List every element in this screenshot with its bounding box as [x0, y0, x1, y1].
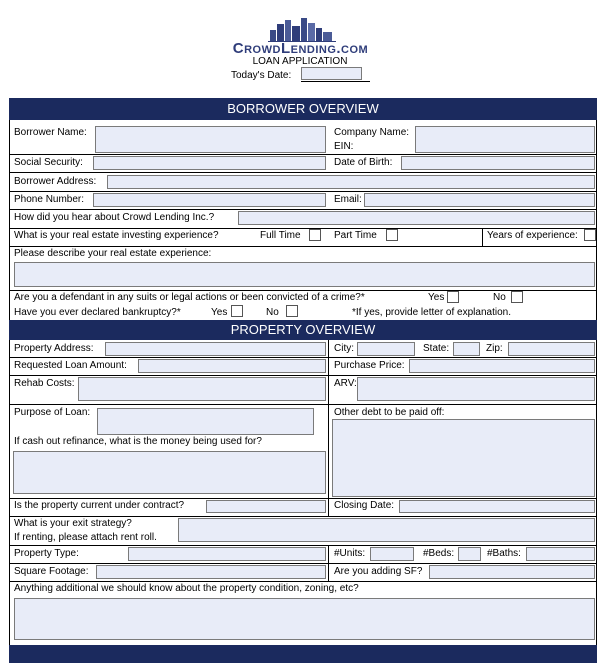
describe-experience-label: Please describe your real estate experience:	[14, 248, 212, 259]
zip-field[interactable]	[508, 342, 595, 356]
property-type-field[interactable]	[128, 547, 326, 561]
arv-label: ARV:	[334, 378, 357, 389]
divider	[9, 498, 597, 499]
closing-date-label: Closing Date:	[334, 500, 395, 511]
divider	[9, 191, 597, 192]
borrower-overview-header: BORROWER OVERVIEW	[9, 98, 597, 120]
under-contract-label: Is the property current under contract?	[14, 500, 185, 511]
defendant-no-checkbox[interactable]	[511, 291, 523, 303]
brand-name: CrowdLending.com	[232, 40, 369, 57]
part-time-label: Part Time	[334, 230, 377, 241]
purchase-price-label: Purchase Price:	[334, 360, 405, 371]
experience-question-label: What is your real estate investing experience?	[14, 230, 219, 241]
property-overview-header: PROPERTY OVERVIEW	[9, 320, 597, 340]
requested-loan-amount-label: Requested Loan Amount:	[14, 360, 127, 371]
purpose-of-loan-label: Purpose of Loan:	[14, 407, 91, 418]
divider	[328, 340, 329, 504]
divider	[9, 172, 597, 173]
beds-label: #Beds:	[423, 548, 455, 559]
hear-about-label: How did you hear about Crowd Lending Inc.?	[14, 212, 215, 223]
divider	[328, 498, 329, 516]
part-time-checkbox[interactable]	[386, 229, 398, 241]
purchase-price-field[interactable]	[409, 359, 595, 373]
city-label: City:	[334, 343, 354, 354]
divider	[9, 246, 597, 247]
divider	[9, 516, 597, 517]
bankruptcy-question-label: Have you ever declared bankruptcy?*	[14, 307, 181, 318]
divider	[9, 375, 597, 376]
divider	[9, 404, 597, 405]
social-security-field[interactable]	[93, 156, 326, 170]
units-field[interactable]	[370, 547, 414, 561]
divider	[9, 154, 597, 155]
under-contract-field[interactable]	[206, 500, 326, 513]
exit-strategy-field[interactable]	[178, 518, 595, 542]
email-label: Email:	[334, 194, 362, 205]
cash-out-question-label: If cash out refinance, what is the money being used for?	[14, 436, 262, 447]
ein-label: EIN:	[334, 141, 354, 152]
divider	[9, 581, 597, 582]
describe-experience-field[interactable]	[14, 262, 595, 287]
company-name-field[interactable]	[415, 126, 595, 153]
city-field[interactable]	[357, 342, 415, 356]
square-footage-field[interactable]	[96, 565, 326, 579]
purpose-of-loan-field[interactable]	[97, 408, 314, 435]
years-experience-field[interactable]	[584, 229, 596, 241]
borrower-address-field[interactable]	[107, 175, 595, 189]
rent-roll-note: If renting, please attach rent roll.	[14, 532, 157, 543]
requested-loan-amount-field[interactable]	[138, 359, 326, 373]
footer-band	[9, 645, 597, 663]
state-label: State:	[423, 343, 450, 354]
property-address-label: Property Address:	[14, 343, 94, 354]
bankruptcy-yes-checkbox[interactable]	[231, 305, 243, 317]
social-security-label: Social Security:	[14, 157, 83, 168]
property-type-label: Property Type:	[14, 548, 79, 559]
cash-out-field[interactable]	[13, 451, 326, 494]
divider	[9, 545, 597, 546]
beds-field[interactable]	[458, 547, 481, 561]
divider	[9, 290, 597, 291]
form-title: LOAN APPLICATION	[252, 56, 348, 67]
other-debt-label: Other debt to be paid off:	[334, 407, 445, 418]
date-underline	[301, 81, 370, 82]
date-of-birth-label: Date of Birth:	[334, 157, 393, 168]
units-label: #Units:	[334, 548, 366, 559]
exit-strategy-label: What is your exit strategy?	[14, 518, 132, 529]
square-footage-label: Square Footage:	[14, 566, 89, 577]
divider	[482, 228, 483, 246]
bankruptcy-no-label: No	[266, 307, 279, 318]
rehab-costs-field[interactable]	[78, 377, 326, 401]
additional-info-label: Anything additional we should know about the property condition, zoning, etc?	[14, 583, 359, 594]
phone-number-label: Phone Number:	[14, 194, 85, 205]
baths-field[interactable]	[526, 547, 595, 561]
arv-field[interactable]	[357, 377, 595, 401]
defendant-question-label: Are you a defendant in any suits or legal actions or been convicted of a crime?*	[14, 292, 365, 303]
adding-sf-label: Are you adding SF?	[334, 566, 423, 577]
borrower-name-field[interactable]	[95, 126, 326, 153]
additional-info-field[interactable]	[14, 598, 595, 640]
full-time-checkbox[interactable]	[309, 229, 321, 241]
date-of-birth-field[interactable]	[401, 156, 595, 170]
divider	[9, 357, 597, 358]
defendant-yes-checkbox[interactable]	[447, 291, 459, 303]
email-field[interactable]	[364, 193, 595, 207]
hear-about-field[interactable]	[238, 211, 595, 225]
defendant-yes-label: Yes	[428, 292, 445, 303]
borrower-address-label: Borrower Address:	[14, 176, 97, 187]
phone-number-field[interactable]	[93, 193, 326, 207]
company-name-label: Company Name:	[334, 127, 410, 138]
divider	[9, 209, 597, 210]
city-skyline-logo-icon	[268, 16, 336, 42]
property-address-field[interactable]	[105, 342, 326, 356]
full-time-label: Full Time	[260, 230, 301, 241]
todays-date-field[interactable]	[301, 67, 362, 80]
divider	[9, 563, 597, 564]
bankruptcy-no-checkbox[interactable]	[286, 305, 298, 317]
closing-date-field[interactable]	[399, 500, 595, 513]
zip-label: Zip:	[486, 343, 503, 354]
date-label: Today's Date:	[231, 70, 292, 81]
divider	[9, 228, 597, 229]
other-debt-field[interactable]	[332, 419, 595, 497]
years-experience-label: Years of experience:	[487, 230, 578, 241]
defendant-no-label: No	[493, 292, 506, 303]
explanation-note: *If yes, provide letter of explanation.	[352, 307, 511, 318]
state-field[interactable]	[453, 342, 480, 356]
adding-sf-field[interactable]	[429, 565, 595, 579]
bankruptcy-yes-label: Yes	[211, 307, 228, 318]
rehab-costs-label: Rehab Costs:	[14, 378, 75, 389]
borrower-name-label: Borrower Name:	[14, 127, 87, 138]
baths-label: #Baths:	[487, 548, 521, 559]
